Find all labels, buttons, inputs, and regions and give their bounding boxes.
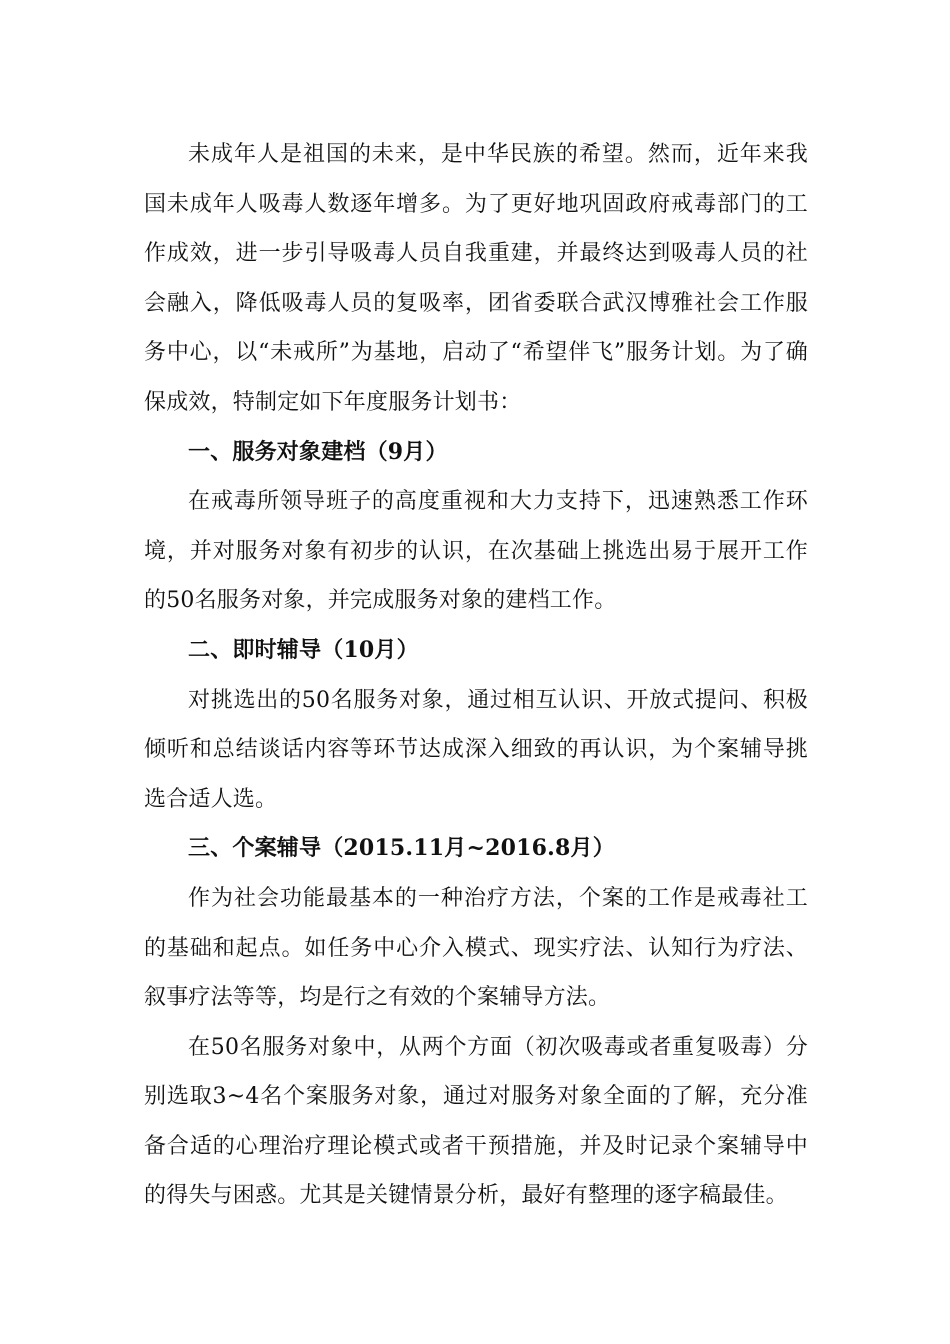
section-heading-3: 三、个案辅导（2015.11月~2016.8月） [188,835,615,862]
section-3-paragraph-2: 在50名服务对象中，从两个方面（初次吸毒或者重复吸毒）分别选取3~4名个案服务对象，通过对服务对象全面的了解，充分准备合适的心理治疗理论模式或者干预措施，并及时记录个案辅导中的得失与困惑。尤其是关键情景分析，最好有整理的逐字稿最佳。 [144,1034,808,1209]
section-1-paragraph-1: 在戒毒所领导班子的高度重视和大力支持下，迅速熟悉工作环境，并对服务对象有初步的认识，在次基础上挑选出易于展开工作的50名服务对象，并完成服务对象的建档工作。 [144,489,808,614]
section-heading-1: 一、服务对象建档（9月） [188,438,448,465]
document-page [144,130,808,1221]
intro-paragraph: 未成年人是祖国的未来，是中华民族的希望。然而，近年来我国未成年人吸毒人数逐年增多。为了更好地巩固政府戒毒部门的工作成效，进一步引导吸毒人员自我重建，并最终达到吸毒人员的社会融入，降低吸毒人员的复吸率，团省委联合武汉博雅社会工作服务中心，以“未戒所”为基地，启动了“希望伴飞”服务计划。为了确保成效，特制定如下年度服务计划书： [144,142,808,415]
section-3-paragraph-1: 作为社会功能最基本的一种治疗方法，个案的工作是戒毒社工的基础和起点。如任务中心介入模式、现实疗法、认知行为疗法、叙事疗法等等，均是行之有效的个案辅导方法。 [144,885,808,1011]
section-heading-2: 二、即时辅导（10月） [188,636,419,663]
section-2-paragraph-1: 对挑选出的50名服务对象，通过相互认识、开放式提问、积极倾听和总结谈话内容等环节达成深入细致的再认识，为个案辅导挑选合适人选。 [144,687,808,812]
